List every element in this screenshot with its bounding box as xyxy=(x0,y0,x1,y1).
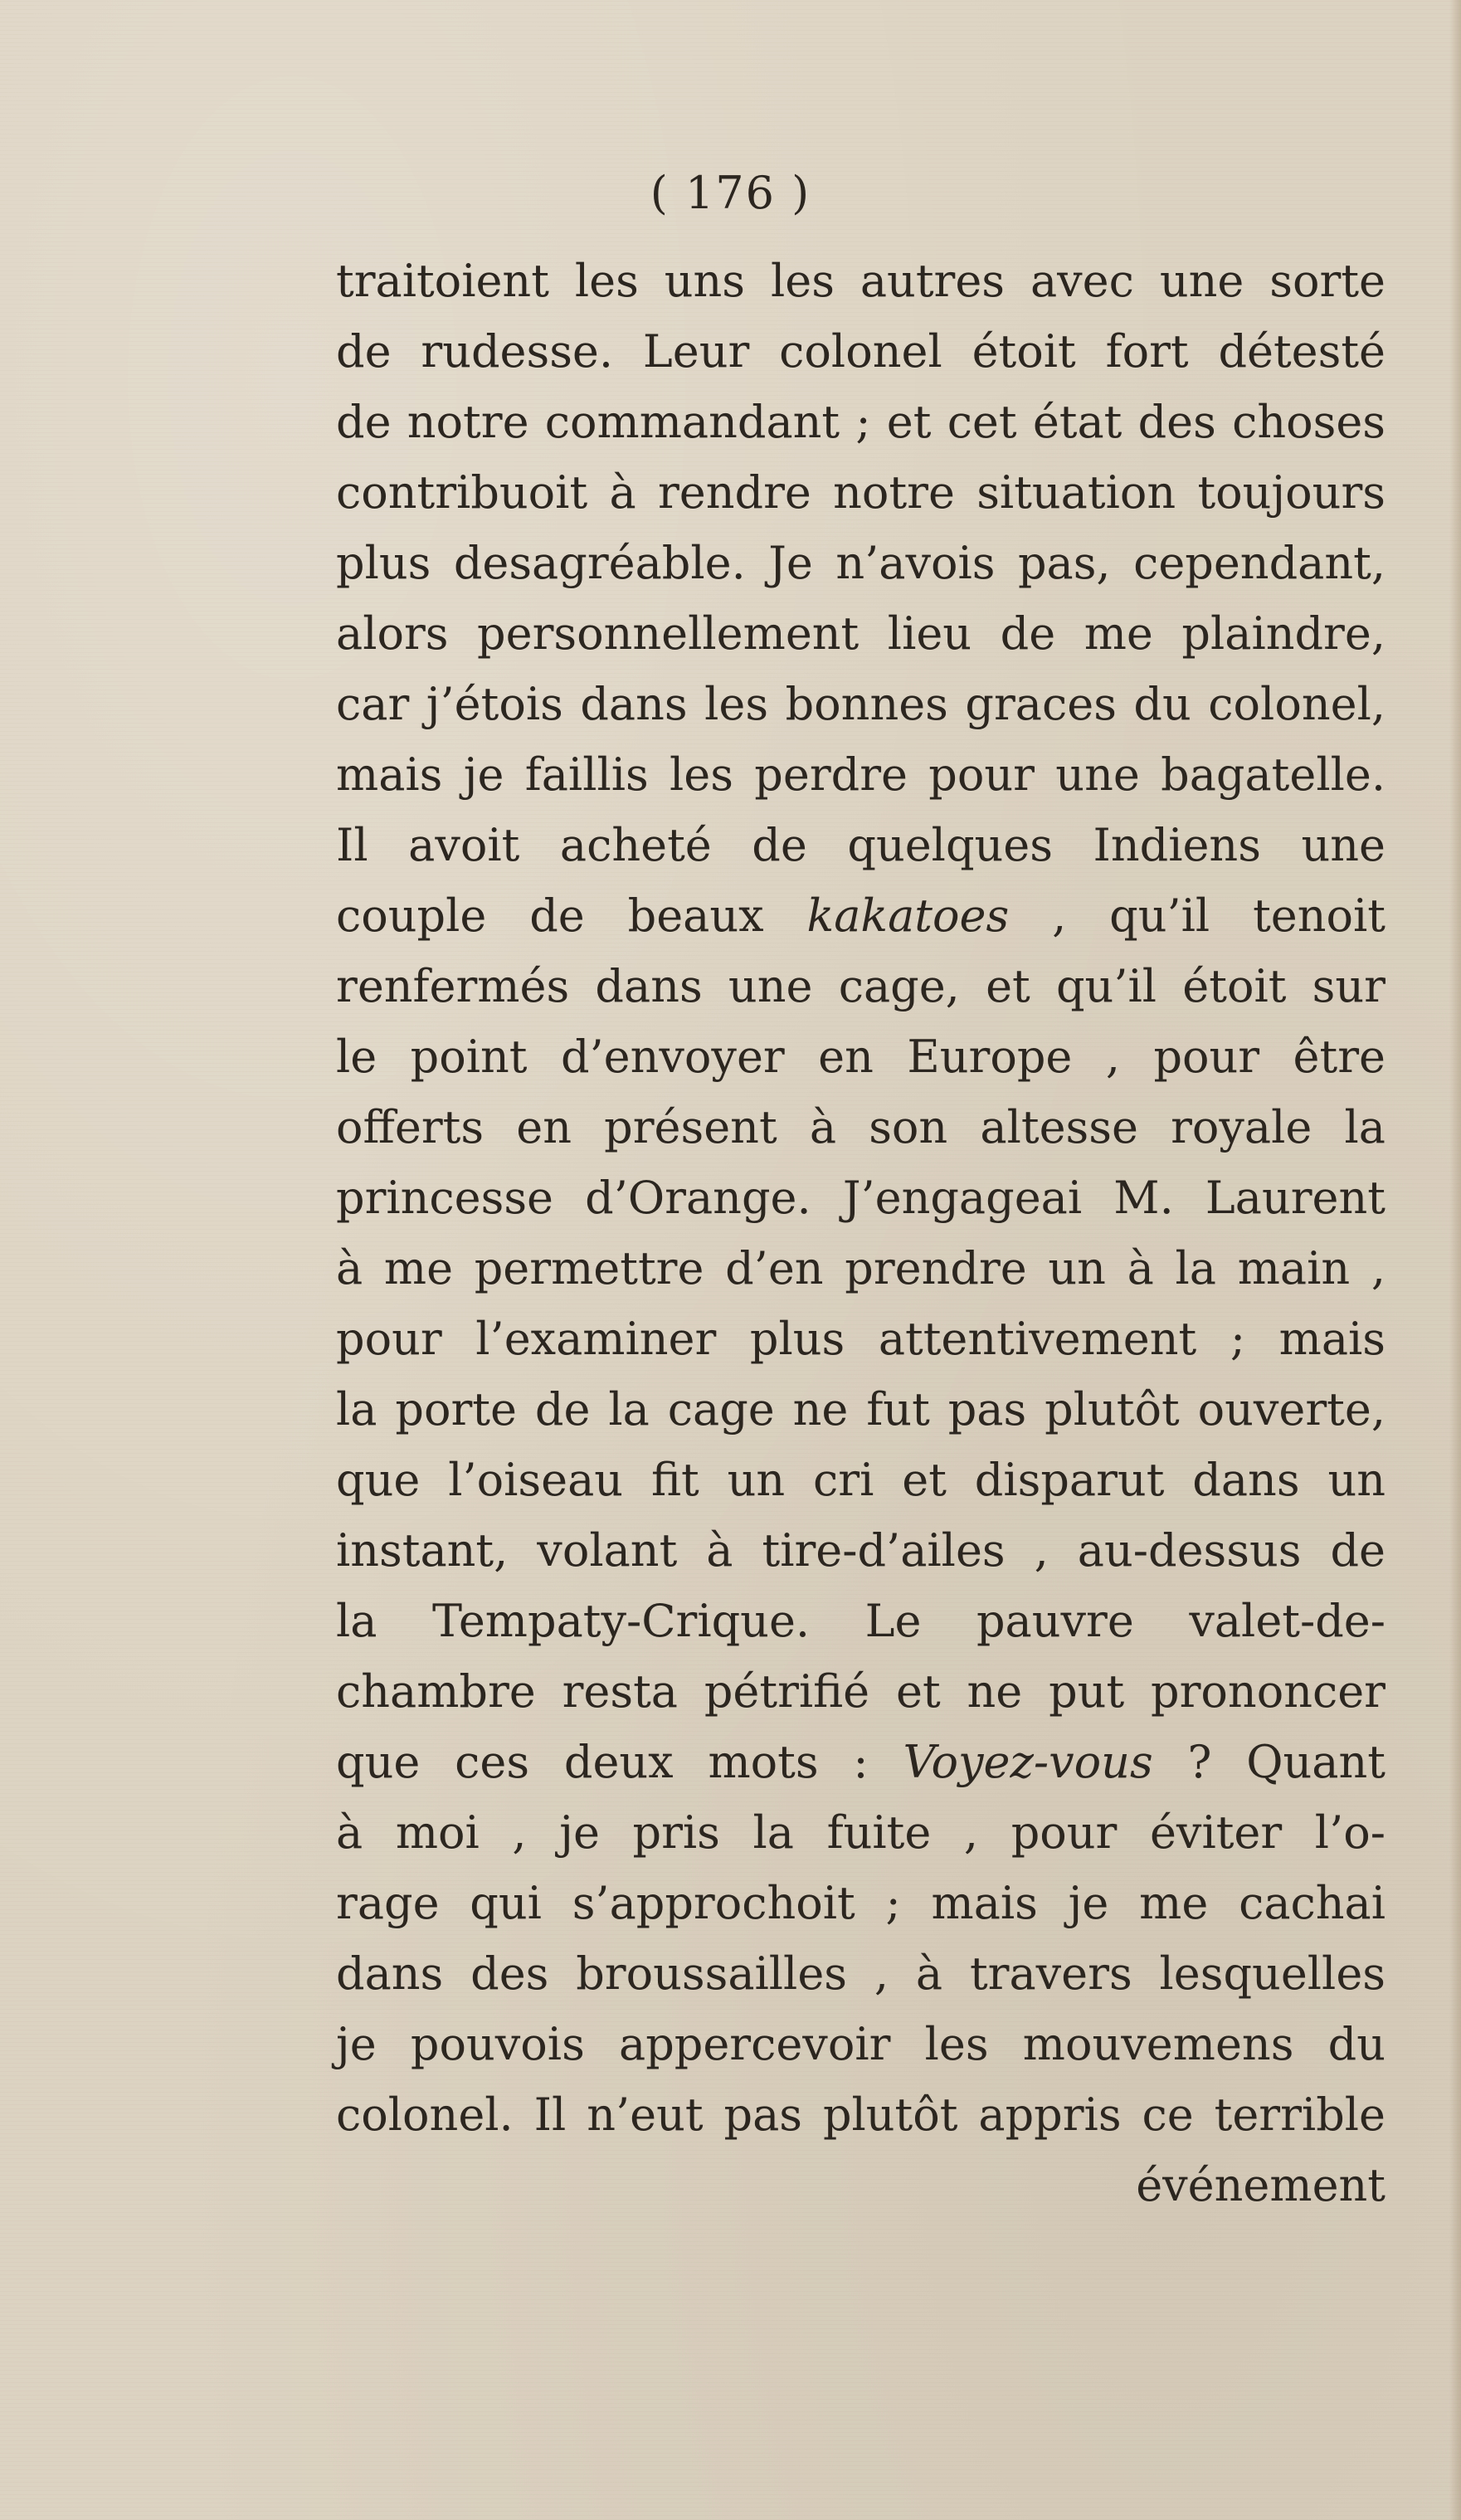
text-run: rage qui s’approchoit ; mais je me cachai xyxy=(336,1877,1386,1929)
body-text xyxy=(336,246,1386,2220)
text-line xyxy=(336,1656,1386,1727)
text-run: événement xyxy=(1136,2159,1386,2211)
text-line xyxy=(336,1797,1386,1868)
text-line xyxy=(336,387,1386,457)
text-line xyxy=(336,1163,1386,1233)
text-line xyxy=(336,457,1386,528)
text-line xyxy=(336,1021,1386,1092)
text-run: contribuoit à rendre notre situation toujours xyxy=(336,466,1386,519)
text-run: je pouvois appercevoir les mouvemens du xyxy=(336,2018,1386,2070)
text-run: que l’oiseau fit un cri et disparut dans un xyxy=(336,1454,1386,1506)
text-run: , qu’il tenoit xyxy=(1009,890,1386,942)
text-run: à me permettre d’en prendre un à la main , xyxy=(336,1242,1386,1294)
text-run: de notre commandant ; et cet état des choses xyxy=(336,396,1386,448)
text-run: chambre resta pétrifié et ne put prononcer xyxy=(336,1665,1386,1718)
text-line xyxy=(336,669,1386,739)
text-run: de rudesse. Leur colonel étoit fort détesté xyxy=(336,325,1386,378)
text-line xyxy=(336,2079,1386,2150)
text-run: couple de beaux xyxy=(336,890,807,942)
text-line xyxy=(336,880,1386,951)
text-run: la Tempaty-Crique. Le pauvre valet-de- xyxy=(336,1595,1386,1647)
text-line xyxy=(336,810,1386,880)
text-line xyxy=(336,316,1386,387)
text-run: mais je faillis les perdre pour une bagatelle. xyxy=(336,748,1386,801)
text-line xyxy=(336,951,1386,1021)
text-line xyxy=(336,246,1386,316)
text-run: dans des broussailles , à travers lesquelles xyxy=(336,1947,1386,2000)
text-run: colonel. Il n’eut pas plutôt appris ce terrible xyxy=(336,2089,1386,2141)
text-line xyxy=(336,1868,1386,1938)
text-run: car j’étois dans les bonnes graces du colonel, xyxy=(336,678,1386,730)
text-run: à moi , je pris la fuite , pour éviter l’o- xyxy=(336,1806,1386,1859)
text-run: le point d’envoyer en Europe , pour être xyxy=(336,1031,1386,1083)
text-line xyxy=(336,1304,1386,1374)
text-line xyxy=(336,528,1386,598)
page-number: ( 176 ) xyxy=(650,167,811,219)
text-line xyxy=(336,1586,1386,1656)
text-line xyxy=(336,2150,1386,2220)
text-run: princesse d’Orange. J’engageai M. Laurent xyxy=(336,1172,1386,1224)
text-line xyxy=(336,2009,1386,2079)
italic-text: kakatoes xyxy=(806,890,1010,942)
text-line xyxy=(336,1445,1386,1515)
text-run: Il avoit acheté de quelques Indiens une xyxy=(336,819,1386,871)
text-run: alors personnellement lieu de me plaindre, xyxy=(336,607,1386,660)
text-run: plus desagréable. Je n’avois pas, cependant, xyxy=(336,537,1386,589)
text-run: traitoient les uns les autres avec une sorte xyxy=(336,255,1386,307)
text-line xyxy=(336,1092,1386,1163)
text-line xyxy=(336,739,1386,810)
text-run: ? Quant xyxy=(1152,1736,1386,1788)
page-edge-shadow xyxy=(1449,0,1461,2520)
text-run: que ces deux mots : xyxy=(336,1736,903,1788)
text-run: instant, volant à tire-d’ailes , au-dessus de xyxy=(336,1524,1386,1577)
text-line xyxy=(336,598,1386,669)
text-run: offerts en présent à son altesse royale la xyxy=(336,1101,1386,1153)
text-line xyxy=(336,1938,1386,2009)
text-run: pour l’examiner plus attentivement ; mais xyxy=(336,1313,1386,1365)
text-run: renfermés dans une cage, et qu’il étoit sur xyxy=(336,960,1386,1012)
text-line xyxy=(336,1727,1386,1797)
text-line xyxy=(336,1374,1386,1445)
italic-text: Voyez-vous xyxy=(903,1736,1153,1788)
text-line xyxy=(336,1515,1386,1586)
text-line xyxy=(336,1233,1386,1304)
text-run: la porte de la cage ne fut pas plutôt ouverte, xyxy=(336,1383,1386,1435)
